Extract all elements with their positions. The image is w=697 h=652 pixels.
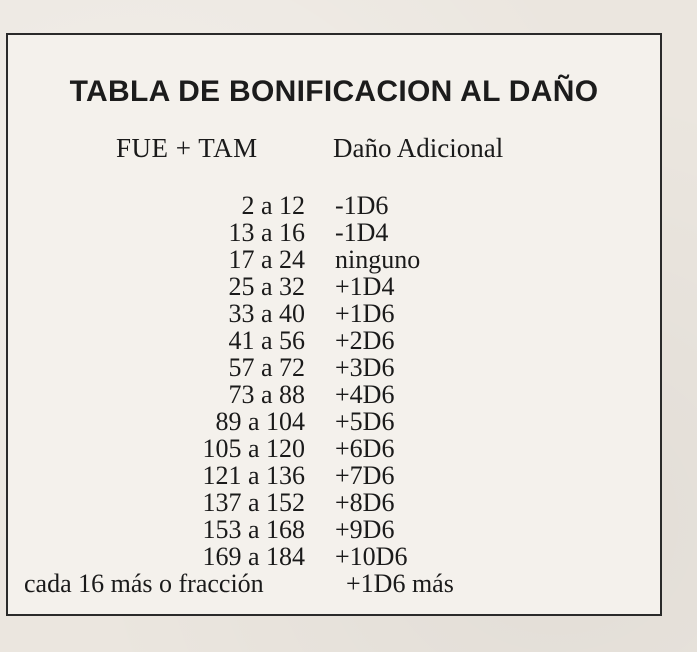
bonus-cell: +1D6 [335, 299, 395, 328]
range-cell: 2 a 12 [241, 191, 305, 220]
table-row [8, 219, 660, 246]
range-cell: 121 a 136 [202, 461, 305, 490]
range-cell: 25 a 32 [228, 272, 305, 301]
table-row [8, 489, 660, 516]
table-row [8, 408, 660, 435]
range-cell: 33 a 40 [228, 299, 305, 328]
bonus-cell: +9D6 [335, 515, 395, 544]
table-row [8, 462, 660, 489]
table-row [8, 543, 660, 570]
table-row [8, 300, 660, 327]
range-cell: 13 a 16 [228, 218, 305, 247]
table-row [8, 435, 660, 462]
damage-bonus-table [6, 33, 662, 616]
table-rows [8, 192, 660, 597]
bonus-cell: +7D6 [335, 461, 395, 490]
column-header-damage-bonus: Daño Adicional [333, 133, 504, 163]
range-cell: 153 a 168 [202, 515, 305, 544]
bonus-cell: +5D6 [335, 407, 395, 436]
range-cell: 41 a 56 [228, 326, 305, 355]
bonus-cell: +3D6 [335, 353, 395, 382]
bonus-cell: -1D6 [335, 191, 389, 220]
range-cell: 169 a 184 [202, 542, 305, 571]
bonus-cell: +1D6 más [346, 569, 454, 598]
table-row [8, 570, 660, 597]
bonus-cell: +4D6 [335, 380, 395, 409]
column-header-str-siz: FUE + TAM [116, 133, 258, 163]
range-cell: 89 a 104 [215, 407, 305, 436]
bonus-cell: -1D4 [335, 218, 389, 247]
table-title: TABLA DE BONIFICACION AL DAÑO [69, 75, 599, 108]
range-cell: 105 a 120 [202, 434, 305, 463]
table-row [8, 192, 660, 219]
bonus-cell: +10D6 [335, 542, 408, 571]
range-cell: 57 a 72 [228, 353, 305, 382]
table-row [8, 327, 660, 354]
table-row [8, 516, 660, 543]
table-row [8, 354, 660, 381]
bonus-cell: +1D4 [335, 272, 395, 301]
table-row [8, 273, 660, 300]
bonus-cell: +6D6 [335, 434, 395, 463]
bonus-cell: +2D6 [335, 326, 395, 355]
range-cell: 17 a 24 [228, 245, 305, 274]
range-cell: 73 a 88 [228, 380, 305, 409]
bonus-cell: +8D6 [335, 488, 395, 517]
table-row [8, 246, 660, 273]
bonus-cell: ninguno [335, 245, 421, 274]
table-row [8, 381, 660, 408]
range-cell: cada 16 más o fracción [24, 569, 264, 598]
range-cell: 137 a 152 [202, 488, 305, 517]
